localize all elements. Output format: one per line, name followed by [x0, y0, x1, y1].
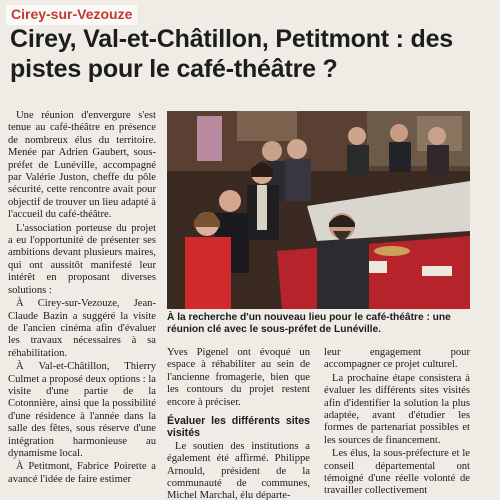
paragraph: L'association porteuse du projet a eu l'opportunité de présenter ses ambitions devant plusieurs maires, qui ont aussitôt manifesté leur intérêt en proposant diverses solutions : — [8, 222, 156, 296]
article-column-1 — [8, 110, 156, 500]
paragraph: À Cirey-sur-Vezouze, Jean-Claude Bazin a suggéré la visite de l'ancien cinéma afin d'évaluer les travaux nécessaires à sa réhabilitation. — [8, 298, 156, 359]
paragraph: La prochaine étape consistera à évaluer les différents sites visités afin d'identifier la solution la plus adaptée, avant d'étudier les formes de partenariat possibles et les sources de financement. — [324, 372, 470, 446]
photo-caption: À la recherche d'un nouveau lieu pour le café-théâtre : une réunion clé avec le sous-préfet de Lunéville. — [167, 312, 451, 336]
article-column-3 — [324, 347, 470, 500]
article-subheading: Évaluer les différents sites visités — [167, 415, 310, 440]
paragraph: Les élus, la sous-préfecture et le conseil départemental ont témoigné d'une réelle volonté de travailler collectivement — [324, 448, 470, 497]
paragraph: Le soutien des institutions a également été affirmé. Philippe Arnould, président de la communauté de communes, Michel Marchal, élu départe- — [167, 440, 310, 500]
article-column-2 — [167, 347, 310, 500]
paragraph: Yves Pigenel ont évoqué un espace à réhabiliter au sein de l'ancienne fromagerie, bien que les contours du projet restent encore à préciser. — [167, 347, 310, 408]
paragraph: leur engagement pour accompagner ce projet culturel. — [324, 347, 470, 371]
paragraph: Une réunion d'envergure s'est tenue au café-théâtre en présence de nombreux élus du territoire. Menée par Adrien Gaubert, sous-préfet de Lunéville, accompagné par Valérie Juston, cheffe du pôle sécurité, cette rencontre avait pour objectif de trouver un lieu adapté à l'accueil du café-théâtre. — [8, 110, 156, 221]
article-headline: Cirey, Val-et-Châtillon, Petitmont : des pistes pour le café-théâtre ? — [10, 25, 453, 83]
section-kicker: Cirey-sur-Vezouze — [6, 5, 137, 25]
paragraph: À Petitmont, Fabrice Poirette a avancé l'idée de faire estimer — [8, 461, 156, 485]
paragraph: À Val-et-Châtillon, Thierry Culmet a proposé deux options : la visite d'une partie de la Cotonnière, ainsi que la possibilité d'une résidence à l'année dans la salle des fêtes, sous réserve d'une intégration harmonieuse au dynamisme local. — [8, 361, 156, 459]
meeting-photo-illustration — [167, 111, 470, 309]
article-photo — [167, 111, 470, 309]
